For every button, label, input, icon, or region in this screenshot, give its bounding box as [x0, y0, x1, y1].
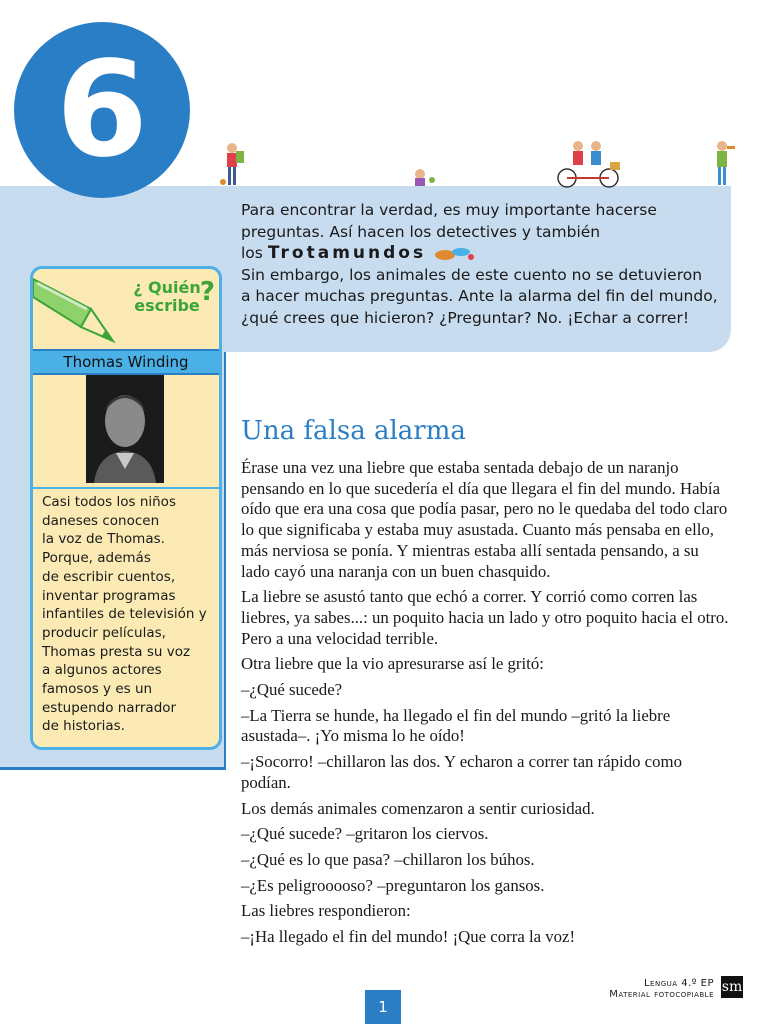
- footer-material: Material fotocopiable: [609, 989, 714, 1000]
- story-paragraph: –¿Es peligrooooso? –preguntaron los gansos.: [241, 875, 545, 895]
- tandem-bike-figure: [558, 141, 620, 187]
- story-paragraph: –¿Qué es lo que pasa? –chillaron los búhos.: [241, 849, 535, 869]
- bio-line: a algunos actores: [42, 662, 162, 679]
- trotamundos-logo-icon: [431, 245, 477, 263]
- bio-line: Casi todos los niños: [42, 494, 176, 510]
- bio-line: producir películas,: [42, 624, 166, 641]
- footer-credits: [609, 978, 714, 1000]
- trotamundos-label: Trotamundos: [267, 243, 427, 263]
- story-paragraph: –La Tierra se hunde, ha llegado el fin del mundo –gritó la liebre asustada–. ¡Yo misma lo he oído!: [241, 705, 671, 746]
- bio-line: daneses conocen: [42, 512, 160, 529]
- author-card: [30, 266, 222, 750]
- hiker-figure: [220, 143, 244, 185]
- intro-line: [241, 243, 721, 265]
- sidebar-right-rule: [224, 352, 226, 770]
- author-card-header: [33, 269, 219, 349]
- bio-line: inventar programas: [42, 587, 176, 604]
- story-paragraph: Las liebres respondieron:: [241, 901, 411, 921]
- pencil-icon: [33, 269, 129, 345]
- intro-line: preguntas. Así hacen los detectives y también: [241, 222, 601, 241]
- chapter-number: 6: [56, 33, 148, 187]
- intro-text: [241, 200, 721, 329]
- story-paragraph: –¿Qué sucede?: [241, 680, 343, 700]
- story-title: Una falsa alarma: [241, 416, 466, 446]
- question-mark-icon: ?: [199, 277, 215, 307]
- intro-line: a hacer muchas preguntas. Ante la alarma del fin del mundo,: [241, 287, 718, 305]
- story-paragraph: –¡Ha llegado el fin del mundo! ¡Que corra la voz!: [241, 927, 576, 947]
- bio-line: estupendo narrador: [42, 699, 177, 716]
- trotamundos-illustration: [210, 136, 750, 188]
- story-paragraph: –¡Socorro! –chillaron las dos. Y echaron a correr tan rápido como podían.: [241, 752, 682, 792]
- story-body: [241, 458, 729, 953]
- hiker-figure: [717, 141, 735, 185]
- author-bio: [42, 493, 214, 736]
- story-paragraph: Otra liebre que la vio apresurarse así le gritó:: [241, 654, 544, 674]
- bio-line: Thomas presta su voz: [42, 643, 191, 660]
- publisher-logo: sm: [721, 976, 743, 998]
- sidebar-bottom-rule: [0, 767, 226, 770]
- story-paragraph: La liebre se asustó tanto que echó a correr. Y corrió como corren las liebres, ya sabes...: un poquito hacia un lado y otro poquito hacia el otro. Pero a una velocidad terrible.: [241, 587, 729, 648]
- intro-line: ¿qué crees que hicieron? ¿Preguntar? No. ¡Echar a correr!: [241, 308, 690, 327]
- author-card-divider: [33, 487, 219, 489]
- bio-line: de escribir cuentos,: [42, 568, 176, 585]
- child-figure: [415, 169, 435, 186]
- author-photo: [86, 375, 164, 483]
- author-card-title: ¿ Quién escribe: [133, 278, 201, 315]
- bio-line: famosos y es un: [42, 681, 153, 698]
- bio-line: infantiles de televisión y: [42, 606, 207, 623]
- page-number: 1: [365, 990, 401, 1024]
- footer-subject: Lengua 4.º EP: [643, 978, 714, 989]
- chapter-number-badge: [14, 22, 190, 198]
- bio-line: Porque, además: [42, 550, 151, 567]
- intro-line: Sin embargo, los animales de este cuento no se detuvieron: [241, 265, 703, 284]
- story-paragraph: Érase una vez una liebre que estaba sentada debajo de un naranjo pensando en lo que sucedería el día que llegara el fin del mundo. Había oído que era una cosa que podía pasar, pero no le quedaba del todo claro lo que significaba y estaba muy asustada. Cuanto más pensaba en ello, más nerviosa se ponía. Y mientras estaba allí sentada pensando, a su lado cayó una naranja con un buen chasquido.: [241, 458, 728, 581]
- intro-line: Para encontrar la verdad, es muy importante hacerse: [241, 201, 657, 219]
- bio-line: la voz de Thomas.: [42, 531, 165, 548]
- author-name: Thomas Winding: [33, 349, 219, 375]
- intro-line-prefix: los: [241, 244, 263, 262]
- story-paragraph: Los demás animales comenzaron a sentir curiosidad.: [241, 798, 595, 818]
- bio-line: de historias.: [42, 718, 125, 735]
- story-paragraph: –¿Qué sucede? –gritaron los ciervos.: [241, 824, 489, 844]
